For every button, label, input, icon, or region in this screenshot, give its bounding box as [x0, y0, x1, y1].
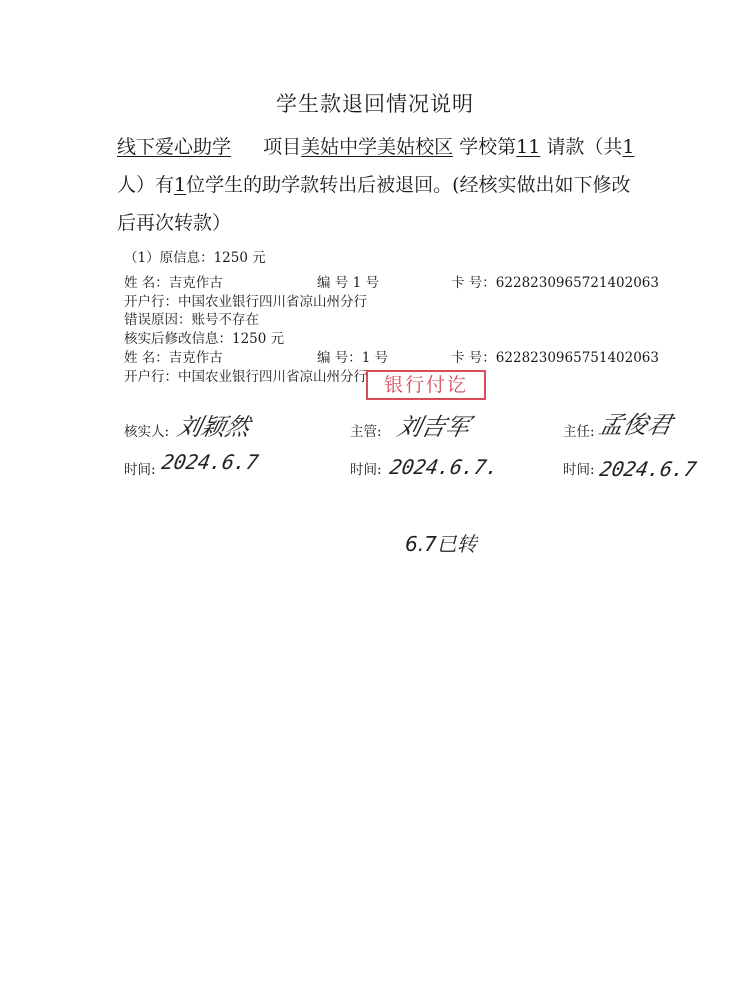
bank-label: 开户行： [124, 369, 178, 385]
original-bank-row [124, 290, 367, 310]
corrected-bank-row [124, 365, 367, 385]
name-label: 姓 名： [124, 350, 169, 366]
batch-number: 11 [516, 136, 541, 158]
corrected-no: 编 号：1 号 [317, 350, 389, 366]
error-reason: 账号不存在 [191, 312, 259, 328]
card-label: 卡 号： [451, 350, 496, 366]
project-label: 项目 [263, 136, 302, 158]
supervisor-label: 主管: [350, 424, 382, 440]
bank-label: 开户行： [124, 294, 178, 310]
returned-count: 1 [174, 174, 187, 196]
time-label: 时间: [350, 462, 382, 478]
line2-prefix: 人）有 [117, 174, 175, 196]
verifier-signature: 刘颖然 [174, 413, 253, 441]
time-label: 时间: [563, 462, 595, 478]
batch-suffix: 请款（共 [546, 136, 623, 158]
original-no: 编 号 1 号 [317, 275, 379, 291]
supervisor-date: 2024.6.7. [387, 455, 501, 479]
director-date: 2024.6.7 [597, 457, 699, 481]
school-name: 美姑中学美姑校区 [301, 136, 454, 158]
director-label: 主任: [563, 424, 595, 440]
card-label: 卡 号： [451, 275, 496, 291]
project-name: 线下爱心助学 [117, 136, 232, 158]
explanation-paragraph [117, 128, 652, 242]
original-card-row [451, 271, 659, 291]
time-label: 时间: [124, 462, 156, 478]
document-title: 学生款退回情况说明 [276, 92, 474, 116]
line3-text: 后再次转款） [117, 212, 232, 234]
supervisor-signature: 刘吉军 [394, 413, 473, 441]
card-number: 6228230965751402063 [495, 350, 659, 366]
bank-paid-stamp: 银行付讫 [366, 370, 486, 400]
verifier-date: 2024.6.7 [159, 450, 261, 474]
bank-name: 中国农业银行四川省凉山州分行 [178, 294, 367, 310]
name-label: 姓 名： [124, 275, 169, 291]
error-label: 错误原因： [124, 312, 192, 328]
corrected-info-header: 核实后修改信息：1250 元 [124, 331, 285, 347]
line2-text: 位学生的助学款转出后被退回。(经核实做出如下修改 [186, 174, 631, 196]
corrected-name-row [124, 346, 223, 366]
original-name-row [124, 271, 223, 291]
director-signature: 孟俊君 [596, 411, 675, 439]
total-count: 1 [622, 136, 635, 158]
corrected-card-row [451, 346, 659, 366]
student-name: 吉克作古 [168, 350, 223, 366]
verifier-label: 核实人: [124, 424, 170, 440]
error-reason-row [124, 308, 259, 328]
student-name: 吉克作古 [168, 275, 223, 291]
card-number: 6228230965721402063 [495, 275, 659, 291]
original-info-header: （1）原信息：1250 元 [124, 250, 266, 266]
batch-prefix: 学校第 [459, 136, 517, 158]
bank-name: 中国农业银行四川省凉山州分行 [178, 369, 367, 385]
transferred-note: 6.7已转 [405, 532, 477, 556]
